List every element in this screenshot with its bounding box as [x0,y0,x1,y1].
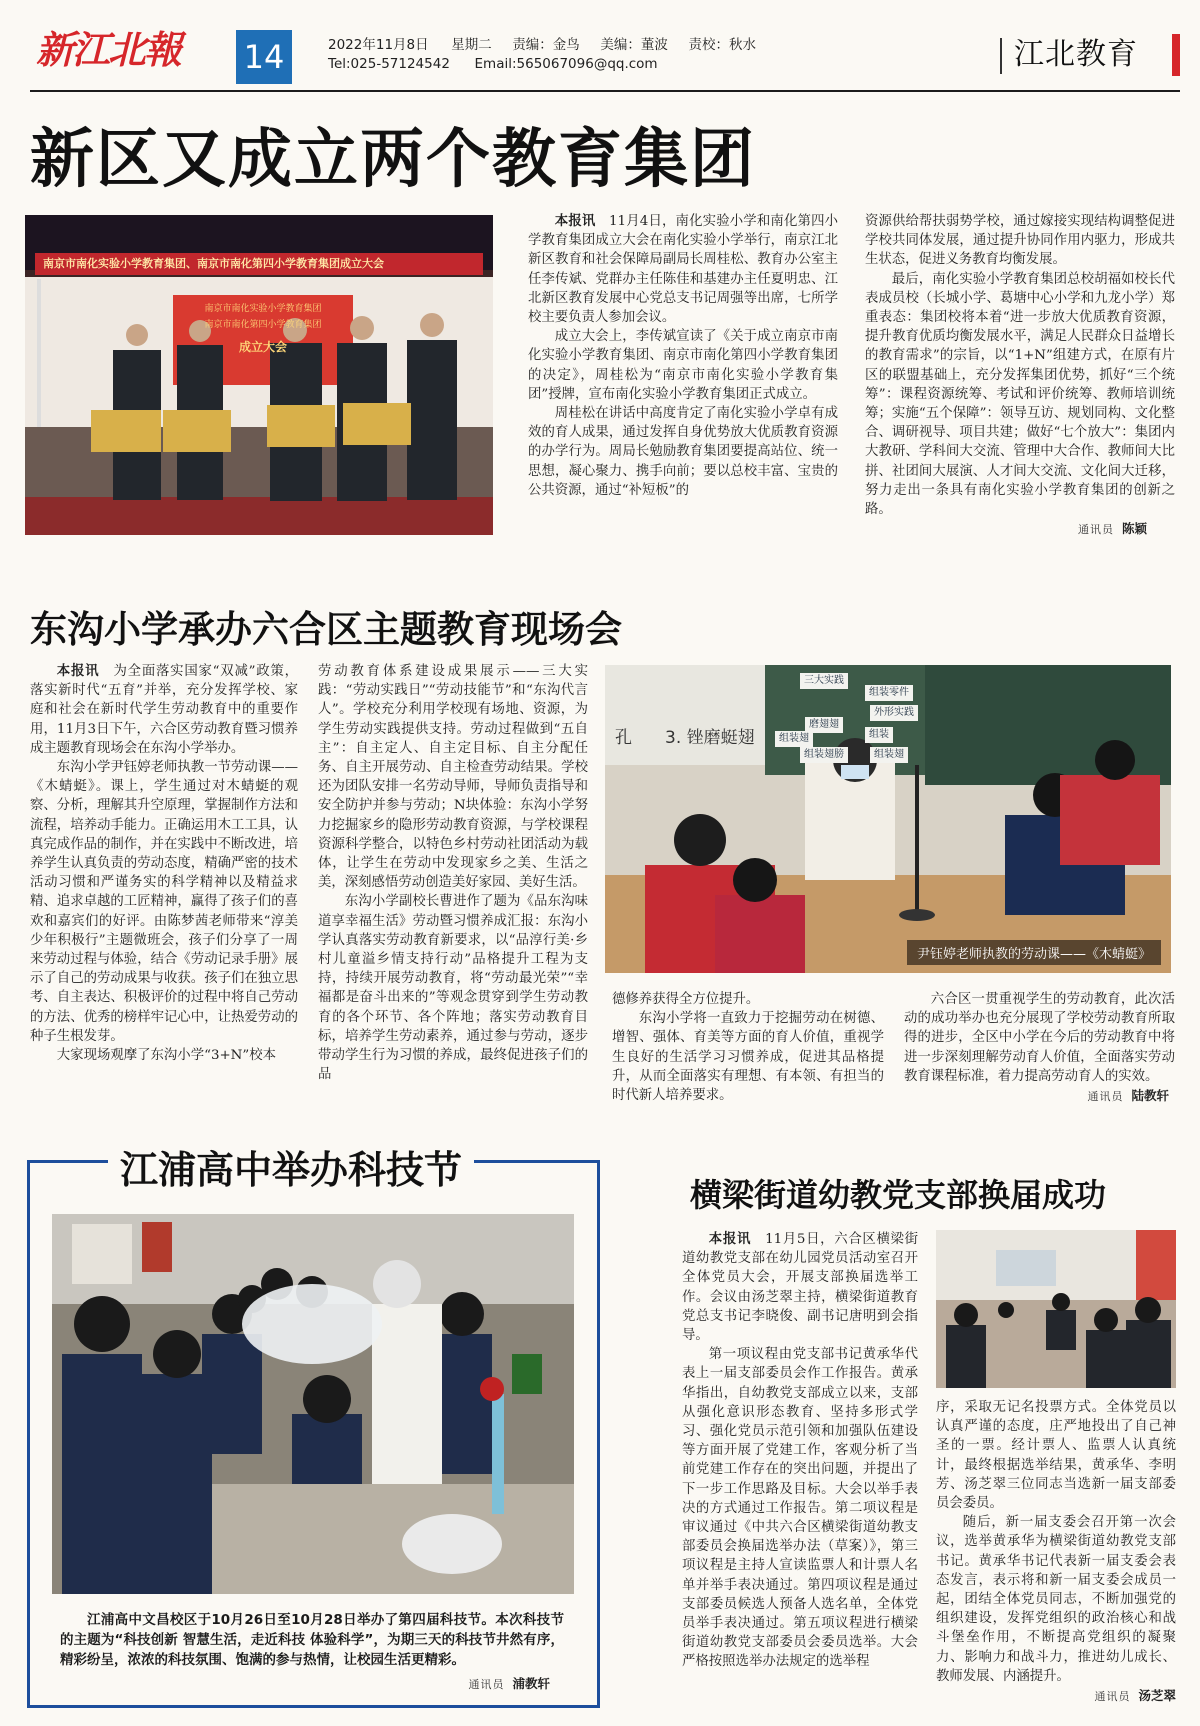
article2-paragraph: 本报讯 为全面落实国家“双减”政策，落实新时代“五育”并举，充分发挥学校、家庭和社会在新时代学生劳动教育中的重要作用，11月3日下午，六合区劳动教育暨习惯养成主题教育现场会在东沟小学举办。 [30,664,298,756]
article3-photo [52,1214,574,1594]
board-card: 组装 [865,727,893,743]
blackboard-text-left: 孔 [615,728,632,748]
newspaper-logo: 新江北報 [36,27,181,72]
proofreader-credit: 责校：秋水 [688,37,756,53]
screen-text-line1: 南京市南化实验小学教育集团 [204,304,322,314]
screen-text-line2: 南京市南化第四小学教育集团 [204,320,322,330]
article2-paragraph: 德修养获得全方位提升。 [612,992,760,1007]
editor-credit: 责编：金鸟 [512,37,580,53]
article1-headline: 新区又成立两个教育集团 [30,123,756,197]
contact-tel: Tel:025-57124542 [328,56,450,72]
article4-photo [936,1230,1176,1388]
issue-weekday: 星期二 [451,37,492,53]
article1-lead: 本报讯 [554,214,596,229]
article2-lead: 本报讯 [56,664,100,679]
article4-paragraph: 随后，新一届支委会召开第一次会议，选举黄承华为横梁街道幼教党支部书记。黄承华书记代表新一届支委会表态发言，表示将和新一届支委会成员一起，团结全体党员同志，不断加强党的组织建设，发挥党组织的政治核心和战斗堡垒作用，不断提高党组织的凝聚力、影响力和战斗力，推进幼儿成长、教师发展、内涵提升。 [936,1515,1176,1684]
article2-paragraph: 六合区一贯重视学生的劳动教育，此次活动的成功举办也充分展现了学校劳动教育所取得的进步，全区中小学在今后的劳动教育中将进一步深刻理解劳动育人价值，全面落实劳动教育课程标准，着力提高劳动育人的实效。 [904,992,1175,1084]
article4-paragraph: 序，采取无记名投票方式。全体党员以认真严谨的态度，庄严地投出了自己神圣的一票。经计票人、监票人认真统计，最终根据选举结果，黄承华、李明芳、汤芝翠三位同志当选新一届支部委员会委员。 [936,1400,1176,1512]
article1-paragraph: 本报讯 11月4日，南化实验小学和南化第四小学教育集团成立大会在南化实验小学举行，南京江北新区教育和社会保障局副局长周桂松、教育办公室主任李传斌、党群办主任陈佳和基建办主任夏明忠、江北新区教育发展中心党总支书记周强等出席，七所学校主要负责人参加会议。 [528,214,839,326]
article3-headline: 江浦高中举办科技节 [108,1146,474,1194]
board-card: 组装零件 [865,685,913,701]
article2-paragraph: 东沟小学尹钰婷老师执教一节劳动课——《木蜻蜓》。课上，学生通过对木蜻蜓的观察、分析，理解其升空原理，掌握制作方法和流程，培养动手能力。正确运用木工工具，认真完成作品的制作，并在实践中不断改进，培养学生认真负责的劳动态度，精确严密的技术活动习惯和严谨务实的科学精神以及精益求精、追求卓越的工匠精神，赢得了孩子们的喜欢和嘉宾们的好评。由陈梦茜老师带来“淳美少年积极行”主题微班会，孩子们分享了一周来劳动过程与体验，结合《劳动记录手册》展示了自己的劳动成果与收获。孩子们在独立思考、自主表达、积极评价的过程中将自己劳动的方法、优秀的榜样牢记心中，让热爱劳动的种子生根发芽。 [30,760,298,1044]
article2-photo-caption: 尹钰婷老师执教的劳动课——《木蜻蜓》 [907,940,1161,965]
section-divider [1000,38,1002,74]
byline-name: 汤芝翠 [1138,1688,1176,1703]
byline-label: 通讯员 [1094,1690,1131,1703]
section-title: 江北教育 [1014,37,1138,72]
article2-paragraph: 东沟小学副校长曹进作了题为《品东沟味道享幸福生活》劳动暨习惯养成汇报：东沟小学认真落实劳动教育新要求，以“品淳行美·乡村儿童溢乡情支持行动”品格提升工程为支持，持续开展劳动教育，将“劳动最光荣”“幸福都是奋斗出来的”等观念贯穿到学生劳动教育的各个环节、各个阵地；落实劳动教育目标，培养学生劳动素养，通过参与劳动，逐步带动学生行为习惯的养成，最终促进孩子们的品 [318,894,588,1083]
board-card: 三大实践 [800,673,848,689]
article2-paragraph: 东沟小学将一直致力于挖掘劳动在树德、增智、强体、育美等方面的育人价值，重视学生良好的生活学习习惯养成，促进其品格提升，从而全面落实有理想、有本领、有担当的时代新人培养要求。 [612,1011,884,1104]
article1-photo [25,215,493,535]
article2-column-4 [904,990,1175,1107]
byline-label: 通讯员 [1087,1090,1124,1104]
byline-name: 陈颖 [1121,521,1147,537]
blackboard-text: 3. 锉磨蜓翅 [665,728,755,748]
article1-column-2 [865,212,1175,540]
event-banner-text: 南京市南化实验小学教育集团、南京市南化第四小学教育集团成立大会 [43,257,384,270]
page-info [328,36,888,74]
article2-column-3 [612,990,884,1105]
byline-name: 陆教轩 [1131,1088,1169,1104]
art-editor-credit: 美编：董波 [600,37,668,53]
article2-column-2 [318,662,588,1084]
article2-column-1 [30,662,298,1065]
article4-byline [936,1686,1176,1707]
section-accent-bar [1172,34,1180,76]
article1-paragraph: 最后，南化实验小学教育集团总校胡福如校长代表成员校（长城小学、葛塘中心小学和九龙小学）郑重表态：集团校将本着“进一步放大优质教育资源，提升教育优质均衡发展水平，满足人民群众日益增长的教育需求”的宗旨，以“1+N”组建方式，在原有片区的联盟基础上，充分发挥集团优势，抓好“三个统筹”：课程资源统筹、考试和评价统筹、教师培训统筹；实施“五个保障”：领导互访、规划同构、文化整合、调研视导、项目共建；做好“七个放大”：集团内大教研、学科间大交流、管理中大合作、教师间大比拼、社团间大展演、人才间大交流、文化间大迁移，努力走出一条具有南化实验小学教育集团的创新之路。 [865,271,1175,518]
board-card: 组装翅 [775,731,813,747]
issue-date: 2022年11月8日 [328,37,429,53]
article3-byline [300,1674,550,1695]
article4-paragraph: 第一项议程由党支部书记黄承华代表上一届支部委员会作工作报告。黄承华指出，自幼教党支部成立以来，支部从强化意识形态教育、坚持多形式学习、强化党员示范引领和加强队伍建设等方面开展了党建工作，客观分析了当前党建工作存在的突出问题，并提出了下一步工作思路及目标。大会以举手表决的方式通过工作报告。第二项议程是审议通过《中共六合区横梁街道幼教支部委员会换届选举办法（草案）》，第三项议程是主持人宣读监票人和计票人名单并举手表决通过。第四项议程是通过支部委员候选人预备人选名单，全体党员举手表决通过。第五项议程进行横梁街道幼教党支部委员会委员选举。大会严格按照选举办法规定的选举程 [682,1347,918,1670]
article1-byline [865,519,1147,540]
article4-lead: 本报讯 [708,1232,752,1247]
masthead-rule [30,90,1180,92]
article4-column-2 [936,1398,1176,1686]
article2-paragraph: 劳动教育体系建设成果展示——三大实践：“劳动实践日”“劳动技能节”和“东沟代言人”。学校充分利用学校现有场地、资源，为学生劳动实践提供支持。劳动过程做到“五自主”：自主定人、自主定目标、自主分配任务、自主开展劳动、自主检查劳动结果。学校还为团队安排一名劳动导师，导师负责指导和安全防护并参与劳动；N块体验：东沟小学努力挖掘家乡的隐形劳动教育资源，与学校课程资源科学整合，以特色乡村劳动社团活动为载体，让学生在劳动中发现家乡之美、生活之美，深刻感悟劳动创造美好家园、美好生活。 [318,664,588,891]
article2-paragraph: 大家现场观摩了东沟小学“3+N”校本 [56,1048,277,1064]
contact-email: Email:565067096@qq.com [474,56,658,72]
article2-byline [904,1086,1169,1107]
board-card: 外形实践 [870,705,918,721]
byline-name: 浦教轩 [512,1676,550,1691]
byline-label: 通讯员 [468,1678,505,1691]
byline-label: 通讯员 [1077,523,1114,537]
article1-column-1 [528,212,838,500]
article2-photo [605,665,1171,973]
article3-caption: 江浦高中文昌校区于10月26日至10月28日举办了第四届科技节。本次科技节的主题为“科技创新 智慧生活，走近科技 体验科学”，为期三天的科技节井然有序，精彩纷呈，浓浓的科技氛围、饱满的参与热情，让校园生活更精彩。 [60,1612,564,1668]
article2-headline: 东沟小学承办六合区主题教育现场会 [30,608,622,651]
page-number: 14 [236,30,292,84]
board-card: 组装翅 [870,747,908,763]
article4-column-1 [682,1230,918,1672]
board-card: 磨翅翅 [805,717,843,733]
article1-paragraph: 周桂松在讲话中高度肯定了南化实验小学卓有成效的育人成果，通过发挥自身优势放大优质教育资源的办学行为。周局长勉励教育集团要提高站位、统一思想，凝心聚力、携手向前；要以总校丰富、宝贵的公共资源，通过“补短板”的 [528,406,838,498]
board-card: 组装翅膀 [800,747,848,763]
screen-text-line3: 成立大会 [238,340,287,354]
article1-paragraph: 成立大会上，李传斌宣读了《关于成立南京市南化实验小学教育集团、南京市南化第四小学教育集团的决定》，周桂松为“南京市南化实验小学教育集团”授牌，宣布南化实验小学教育集团正式成立。 [528,329,838,402]
article4-headline: 横梁街道幼教党支部换届成功 [690,1176,1107,1214]
article4-paragraph: 本报讯 11月5日，六合区横梁街道幼教党支部在幼儿园党员活动室召开全体党员大会，开展支部换届选举工作。会议由汤芝翠主持，横梁街道教育党总支书记李晓俊、副书记唐明到会指导。 [682,1232,919,1344]
masthead [0,0,1200,88]
article1-paragraph: 资源供给帮扶弱势学校，通过嫁接实现结构调整促进学校共同体发展，通过提升协同作用内驱力，形成共生状态，促进义务教育均衡发展。 [865,214,1175,268]
